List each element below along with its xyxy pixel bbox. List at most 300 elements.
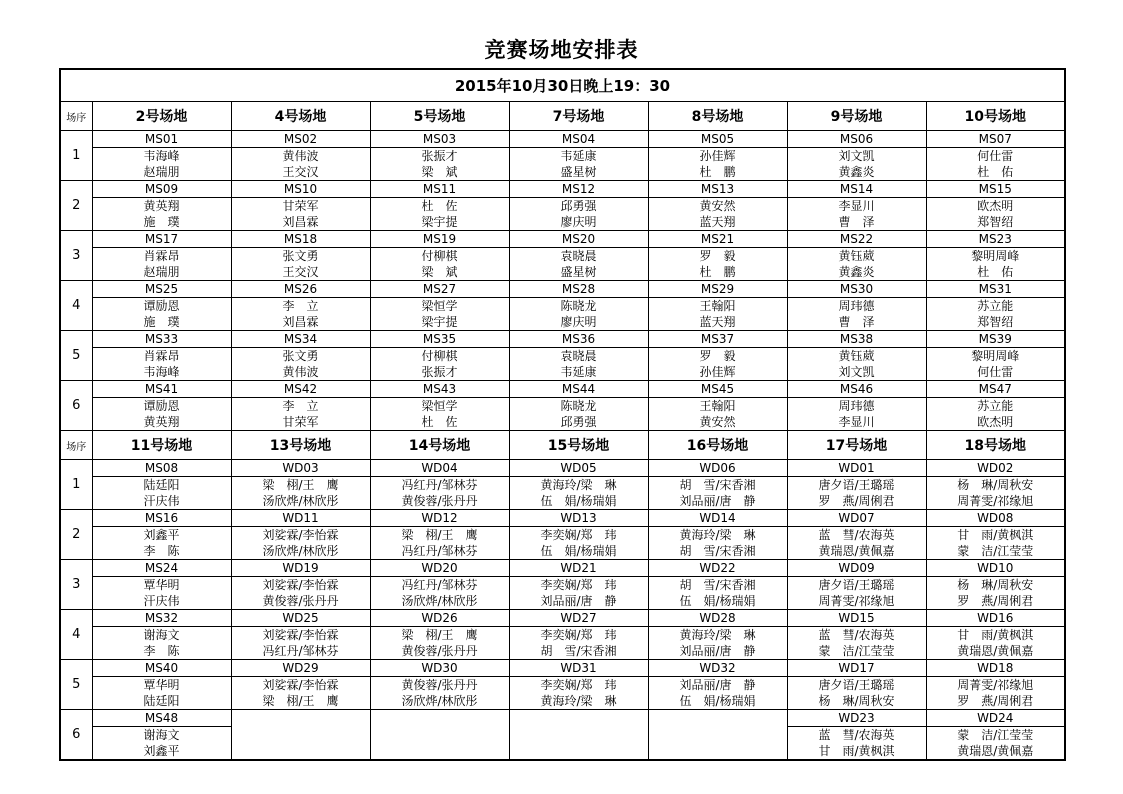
match-cell bbox=[787, 381, 926, 431]
player-b: 罗 燕/周俐君 bbox=[957, 694, 1034, 708]
match-cell bbox=[509, 281, 648, 331]
player-a: 覃华明 bbox=[143, 678, 180, 692]
match-cell bbox=[648, 231, 787, 281]
empty-slot bbox=[231, 710, 370, 761]
schedule-date: 2015年10月30日晚上19：30 bbox=[60, 69, 1065, 102]
player-b: 黄伟波 bbox=[282, 365, 319, 379]
seq-number: 1 bbox=[60, 131, 92, 181]
player-b: 蓝天翔 bbox=[699, 215, 736, 229]
player-a: 黎明周峰 bbox=[971, 349, 1020, 363]
match-cell bbox=[370, 381, 509, 431]
player-a: 孙佳辉 bbox=[699, 149, 736, 163]
player-b: 黄鑫炎 bbox=[838, 165, 875, 179]
player-a: 李显川 bbox=[838, 199, 875, 213]
player-a: 袁晓晨 bbox=[560, 249, 597, 263]
player-a: 袁晓晨 bbox=[560, 349, 597, 363]
seq-number: 5 bbox=[60, 331, 92, 381]
match-code: MS40 bbox=[93, 660, 231, 677]
match-cell bbox=[787, 131, 926, 181]
player-b: 张振才 bbox=[421, 365, 458, 379]
player-a: 杨 琳/周秋安 bbox=[957, 478, 1034, 492]
player-b: 甘荣军 bbox=[282, 415, 319, 429]
match-code: WD15 bbox=[788, 610, 926, 627]
player-a: 唐夕语/王璐瑶 bbox=[818, 478, 895, 492]
player-b: 郑智绍 bbox=[977, 315, 1014, 329]
seq-number: 2 bbox=[60, 181, 92, 231]
match-code: MS43 bbox=[371, 381, 509, 398]
match-code: MS23 bbox=[927, 231, 1065, 248]
match-cell bbox=[787, 710, 926, 761]
match-cell bbox=[92, 381, 231, 431]
match-code: MS01 bbox=[93, 131, 231, 148]
player-a: 陈晓龙 bbox=[560, 299, 597, 313]
player-a: 黄钰葳 bbox=[838, 349, 875, 363]
seq-number: 6 bbox=[60, 381, 92, 431]
match-code: MS07 bbox=[927, 131, 1065, 148]
seq-number: 5 bbox=[60, 660, 92, 710]
empty-slot bbox=[648, 710, 787, 761]
player-b: 梁 斌 bbox=[421, 265, 458, 279]
match-code: WD06 bbox=[649, 460, 787, 477]
player-b: 黄俊蓉/张丹丹 bbox=[401, 644, 478, 658]
match-cell bbox=[509, 231, 648, 281]
player-b: 蓝天翔 bbox=[699, 315, 736, 329]
player-a: 张文勇 bbox=[282, 249, 319, 263]
player-a: 黄海玲/梁 琳 bbox=[679, 528, 756, 542]
player-a: 王翰阳 bbox=[699, 299, 736, 313]
player-b: 伍 娟/杨瑞娟 bbox=[679, 694, 756, 708]
match-code: MS36 bbox=[510, 331, 648, 348]
player-b: 施 璞 bbox=[143, 315, 180, 329]
player-a: 李奕娴/郑 玮 bbox=[540, 578, 617, 592]
match-code: MS32 bbox=[93, 610, 231, 627]
player-b: 黄瑞恩/黄佩嘉 bbox=[818, 544, 895, 558]
match-code: MS05 bbox=[649, 131, 787, 148]
player-b: 梁宇提 bbox=[421, 315, 458, 329]
match-code: MS44 bbox=[510, 381, 648, 398]
match-cell bbox=[648, 181, 787, 231]
player-b: 赵瑞朋 bbox=[143, 165, 180, 179]
player-a: 陈晓龙 bbox=[560, 399, 597, 413]
match-cell bbox=[787, 281, 926, 331]
match-cell bbox=[231, 131, 370, 181]
match-cell bbox=[92, 660, 231, 710]
player-a: 李 立 bbox=[282, 299, 319, 313]
table-row bbox=[60, 610, 1065, 660]
match-code: WD03 bbox=[232, 460, 370, 477]
match-code: WD23 bbox=[788, 710, 926, 727]
player-a: 周玮德 bbox=[838, 399, 875, 413]
table-row bbox=[60, 510, 1065, 560]
player-a: 陆廷阳 bbox=[143, 478, 180, 492]
player-a: 蒙 洁/江莹莹 bbox=[957, 728, 1034, 742]
player-a: 王翰阳 bbox=[699, 399, 736, 413]
player-b: 蒙 洁/江莹莹 bbox=[818, 644, 895, 658]
match-cell bbox=[92, 181, 231, 231]
match-cell bbox=[370, 131, 509, 181]
seq-number: 4 bbox=[60, 281, 92, 331]
match-cell bbox=[926, 610, 1065, 660]
seq-header: 场序 bbox=[60, 431, 92, 460]
player-b: 杜 佑 bbox=[977, 165, 1014, 179]
player-b: 胡 雪/宋香湘 bbox=[540, 644, 617, 658]
match-code: MS48 bbox=[93, 710, 231, 727]
player-b: 杨 琳/周秋安 bbox=[818, 694, 895, 708]
match-code: MS02 bbox=[232, 131, 370, 148]
player-b: 汗庆伟 bbox=[143, 494, 180, 508]
player-b: 盛星树 bbox=[560, 265, 597, 279]
match-cell bbox=[92, 231, 231, 281]
court-header-row bbox=[60, 431, 1065, 460]
court-header: 2号场地 bbox=[92, 102, 231, 131]
match-code: WD09 bbox=[788, 560, 926, 577]
table-row bbox=[60, 460, 1065, 510]
table-row bbox=[60, 181, 1065, 231]
match-code: MS09 bbox=[93, 181, 231, 198]
match-cell bbox=[231, 510, 370, 560]
player-a: 杜 佐 bbox=[421, 199, 458, 213]
match-code: MS33 bbox=[93, 331, 231, 348]
match-code: WD13 bbox=[510, 510, 648, 527]
match-code: MS45 bbox=[649, 381, 787, 398]
match-cell bbox=[231, 381, 370, 431]
player-b: 伍 娟/杨瑞娟 bbox=[540, 494, 617, 508]
table-row bbox=[60, 381, 1065, 431]
match-code: MS41 bbox=[93, 381, 231, 398]
match-cell bbox=[231, 560, 370, 610]
player-b: 梁 斌 bbox=[421, 165, 458, 179]
player-b: 伍 娟/杨瑞娟 bbox=[540, 544, 617, 558]
player-a: 李 立 bbox=[282, 399, 319, 413]
match-cell bbox=[231, 231, 370, 281]
match-code: MS38 bbox=[788, 331, 926, 348]
match-cell bbox=[648, 560, 787, 610]
match-code: WD22 bbox=[649, 560, 787, 577]
match-cell bbox=[231, 331, 370, 381]
player-b: 汤欣烨/林欣彤 bbox=[262, 544, 339, 558]
match-code: MS10 bbox=[232, 181, 370, 198]
player-a: 谭励恩 bbox=[143, 299, 180, 313]
player-a: 罗 毅 bbox=[699, 349, 736, 363]
match-code: MS16 bbox=[93, 510, 231, 527]
player-b: 廖庆明 bbox=[560, 315, 597, 329]
match-code: WD16 bbox=[927, 610, 1065, 627]
player-a: 梁 栩/王 鹰 bbox=[401, 528, 478, 542]
match-code: WD20 bbox=[371, 560, 509, 577]
match-cell bbox=[926, 281, 1065, 331]
match-cell bbox=[648, 131, 787, 181]
player-a: 黄海玲/梁 琳 bbox=[540, 478, 617, 492]
player-a: 周菁雯/祁缘旭 bbox=[957, 678, 1034, 692]
player-b: 刘文凯 bbox=[838, 365, 875, 379]
match-code: WD19 bbox=[232, 560, 370, 577]
match-code: WD28 bbox=[649, 610, 787, 627]
player-b: 甘 雨/黄枫淇 bbox=[818, 744, 895, 758]
court-header: 17号场地 bbox=[787, 431, 926, 460]
player-a: 胡 雪/宋香湘 bbox=[679, 478, 756, 492]
match-cell bbox=[509, 131, 648, 181]
match-cell bbox=[648, 510, 787, 560]
player-b: 黄鑫炎 bbox=[838, 265, 875, 279]
player-b: 梁 栩/王 鹰 bbox=[262, 694, 339, 708]
match-code: WD11 bbox=[232, 510, 370, 527]
match-cell bbox=[370, 331, 509, 381]
player-a: 覃华明 bbox=[143, 578, 180, 592]
match-cell bbox=[92, 560, 231, 610]
player-b: 赵瑞朋 bbox=[143, 265, 180, 279]
player-a: 韦延康 bbox=[560, 149, 597, 163]
player-a: 谢海文 bbox=[143, 628, 180, 642]
player-b: 施 璞 bbox=[143, 215, 180, 229]
player-a: 蓝 彗/农海英 bbox=[818, 728, 895, 742]
player-b: 李显川 bbox=[838, 415, 875, 429]
player-b: 黄海玲/梁 琳 bbox=[540, 694, 617, 708]
match-cell bbox=[231, 460, 370, 510]
match-cell bbox=[92, 281, 231, 331]
player-a: 刘娑霖/李怡霖 bbox=[262, 628, 339, 642]
court-header-row bbox=[60, 102, 1065, 131]
player-a: 苏立能 bbox=[977, 299, 1014, 313]
player-a: 甘 雨/黄枫淇 bbox=[957, 628, 1034, 642]
match-code: WD04 bbox=[371, 460, 509, 477]
match-cell bbox=[787, 660, 926, 710]
match-cell bbox=[92, 131, 231, 181]
match-code: MS37 bbox=[649, 331, 787, 348]
match-cell bbox=[926, 331, 1065, 381]
player-a: 刘娑霖/李怡霖 bbox=[262, 578, 339, 592]
match-code: WD32 bbox=[649, 660, 787, 677]
player-b: 刘品丽/唐 静 bbox=[540, 594, 617, 608]
player-a: 肖霖昂 bbox=[143, 349, 180, 363]
match-cell bbox=[787, 560, 926, 610]
player-a: 唐夕语/王璐瑶 bbox=[818, 578, 895, 592]
player-a: 韦海峰 bbox=[143, 149, 180, 163]
match-cell bbox=[92, 710, 231, 761]
player-a: 黄伟波 bbox=[282, 149, 319, 163]
player-b: 王交汉 bbox=[282, 265, 319, 279]
match-cell bbox=[648, 281, 787, 331]
player-a: 肖霖昂 bbox=[143, 249, 180, 263]
match-cell bbox=[926, 381, 1065, 431]
match-cell bbox=[370, 231, 509, 281]
match-cell bbox=[370, 181, 509, 231]
player-b: 梁宇提 bbox=[421, 215, 458, 229]
match-cell bbox=[926, 181, 1065, 231]
match-code: MS31 bbox=[927, 281, 1065, 298]
match-cell bbox=[509, 560, 648, 610]
match-code: MS29 bbox=[649, 281, 787, 298]
player-a: 罗 毅 bbox=[699, 249, 736, 263]
player-b: 黄安然 bbox=[699, 415, 736, 429]
player-b: 李 陈 bbox=[143, 644, 180, 658]
player-b: 冯红丹/邹林芬 bbox=[401, 544, 478, 558]
court-header: 14号场地 bbox=[370, 431, 509, 460]
player-b: 杜 鹏 bbox=[699, 165, 736, 179]
match-cell bbox=[92, 610, 231, 660]
court-header: 16号场地 bbox=[648, 431, 787, 460]
player-a: 黄海玲/梁 琳 bbox=[679, 628, 756, 642]
player-a: 黄钰葳 bbox=[838, 249, 875, 263]
match-code: WD12 bbox=[371, 510, 509, 527]
match-cell bbox=[787, 331, 926, 381]
match-cell bbox=[926, 560, 1065, 610]
seq-number: 4 bbox=[60, 610, 92, 660]
player-a: 黄安然 bbox=[699, 199, 736, 213]
match-cell bbox=[509, 460, 648, 510]
court-header: 7号场地 bbox=[509, 102, 648, 131]
player-a: 李奕娴/郑 玮 bbox=[540, 628, 617, 642]
player-b: 罗 燕/周俐君 bbox=[957, 594, 1034, 608]
player-a: 甘荣军 bbox=[282, 199, 319, 213]
court-header: 15号场地 bbox=[509, 431, 648, 460]
match-code: MS25 bbox=[93, 281, 231, 298]
match-code: MS04 bbox=[510, 131, 648, 148]
player-b: 黄俊蓉/张丹丹 bbox=[401, 494, 478, 508]
table-row bbox=[60, 281, 1065, 331]
match-cell bbox=[509, 381, 648, 431]
player-a: 刘娑霖/李怡霖 bbox=[262, 678, 339, 692]
match-cell bbox=[231, 610, 370, 660]
player-b: 刘昌霖 bbox=[282, 215, 319, 229]
match-cell bbox=[509, 510, 648, 560]
player-a: 唐夕语/王璐瑶 bbox=[818, 678, 895, 692]
match-cell bbox=[926, 231, 1065, 281]
player-a: 张文勇 bbox=[282, 349, 319, 363]
match-cell bbox=[92, 510, 231, 560]
match-code: MS47 bbox=[927, 381, 1065, 398]
player-b: 周菁雯/祁缘旭 bbox=[957, 494, 1034, 508]
player-b: 汤欣烨/林欣彤 bbox=[401, 694, 478, 708]
empty-slot bbox=[370, 710, 509, 761]
table-row bbox=[60, 660, 1065, 710]
seq-number: 2 bbox=[60, 510, 92, 560]
seq-number: 3 bbox=[60, 231, 92, 281]
match-code: WD10 bbox=[927, 560, 1065, 577]
court-header: 4号场地 bbox=[231, 102, 370, 131]
match-code: MS08 bbox=[93, 460, 231, 477]
match-code: MS15 bbox=[927, 181, 1065, 198]
player-a: 黎明周峰 bbox=[971, 249, 1020, 263]
match-code: WD18 bbox=[927, 660, 1065, 677]
table-row bbox=[60, 231, 1065, 281]
player-a: 冯红丹/邹林芬 bbox=[401, 478, 478, 492]
match-cell bbox=[370, 660, 509, 710]
match-code: MS17 bbox=[93, 231, 231, 248]
player-a: 梁 栩/王 鹰 bbox=[401, 628, 478, 642]
match-cell bbox=[370, 460, 509, 510]
match-cell bbox=[231, 181, 370, 231]
player-b: 冯红丹/邹林芬 bbox=[262, 644, 339, 658]
match-cell bbox=[648, 331, 787, 381]
player-b: 黄瑞恩/黄佩嘉 bbox=[957, 744, 1034, 758]
match-code: WD29 bbox=[232, 660, 370, 677]
player-b: 何仕雷 bbox=[977, 365, 1014, 379]
player-b: 汗庆伟 bbox=[143, 594, 180, 608]
match-cell bbox=[787, 460, 926, 510]
player-a: 蓝 彗/农海英 bbox=[818, 628, 895, 642]
player-b: 曹 泽 bbox=[838, 215, 875, 229]
match-code: WD08 bbox=[927, 510, 1065, 527]
player-a: 黄俊蓉/张丹丹 bbox=[401, 678, 478, 692]
player-b: 郑智绍 bbox=[977, 215, 1014, 229]
match-code: MS19 bbox=[371, 231, 509, 248]
player-a: 邱勇强 bbox=[560, 199, 597, 213]
match-cell bbox=[787, 181, 926, 231]
player-b: 伍 娟/杨瑞娟 bbox=[679, 594, 756, 608]
player-b: 汤欣烨/林欣彤 bbox=[401, 594, 478, 608]
player-a: 李奕娴/郑 玮 bbox=[540, 678, 617, 692]
table-row bbox=[60, 710, 1065, 761]
player-a: 黄英翔 bbox=[143, 199, 180, 213]
match-cell bbox=[509, 331, 648, 381]
match-cell bbox=[509, 660, 648, 710]
player-a: 刘娑霖/李怡霖 bbox=[262, 528, 339, 542]
table-row bbox=[60, 131, 1065, 181]
player-a: 冯红丹/邹林芬 bbox=[401, 578, 478, 592]
court-header: 8号场地 bbox=[648, 102, 787, 131]
match-code: MS35 bbox=[371, 331, 509, 348]
match-code: MS24 bbox=[93, 560, 231, 577]
match-code: MS03 bbox=[371, 131, 509, 148]
player-a: 刘品丽/唐 静 bbox=[679, 678, 756, 692]
match-cell bbox=[926, 460, 1065, 510]
player-a: 何仕雷 bbox=[977, 149, 1014, 163]
match-code: MS12 bbox=[510, 181, 648, 198]
player-b: 盛星树 bbox=[560, 165, 597, 179]
player-b: 韦延康 bbox=[560, 365, 597, 379]
player-a: 胡 雪/宋香湘 bbox=[679, 578, 756, 592]
player-b: 汤欣烨/林欣彤 bbox=[262, 494, 339, 508]
table-row bbox=[60, 560, 1065, 610]
match-cell bbox=[370, 610, 509, 660]
match-code: MS28 bbox=[510, 281, 648, 298]
match-cell bbox=[648, 460, 787, 510]
court-header: 5号场地 bbox=[370, 102, 509, 131]
player-b: 蒙 洁/江莹莹 bbox=[957, 544, 1034, 558]
match-code: MS27 bbox=[371, 281, 509, 298]
match-code: MS39 bbox=[927, 331, 1065, 348]
match-cell bbox=[92, 331, 231, 381]
match-cell bbox=[648, 381, 787, 431]
player-a: 刘鑫平 bbox=[143, 528, 180, 542]
player-a: 甘 雨/黄枫淇 bbox=[957, 528, 1034, 542]
match-code: MS42 bbox=[232, 381, 370, 398]
player-b: 韦海峰 bbox=[143, 365, 180, 379]
player-b: 周菁雯/祁缘旭 bbox=[818, 594, 895, 608]
match-code: WD17 bbox=[788, 660, 926, 677]
player-a: 杨 琳/周秋安 bbox=[957, 578, 1034, 592]
match-cell bbox=[926, 510, 1065, 560]
player-a: 谢海文 bbox=[143, 728, 180, 742]
court-header: 9号场地 bbox=[787, 102, 926, 131]
match-cell bbox=[648, 660, 787, 710]
player-a: 付柳棋 bbox=[421, 349, 458, 363]
match-code: MS06 bbox=[788, 131, 926, 148]
player-b: 刘鑫平 bbox=[143, 744, 180, 758]
court-header: 18号场地 bbox=[926, 431, 1065, 460]
match-code: MS26 bbox=[232, 281, 370, 298]
match-code: MS34 bbox=[232, 331, 370, 348]
player-b: 廖庆明 bbox=[560, 215, 597, 229]
player-b: 刘昌霖 bbox=[282, 315, 319, 329]
player-a: 苏立能 bbox=[977, 399, 1014, 413]
match-code: WD21 bbox=[510, 560, 648, 577]
player-a: 张振才 bbox=[421, 149, 458, 163]
empty-slot bbox=[509, 710, 648, 761]
table-row bbox=[60, 331, 1065, 381]
match-code: WD27 bbox=[510, 610, 648, 627]
player-a: 欧杰明 bbox=[977, 199, 1014, 213]
